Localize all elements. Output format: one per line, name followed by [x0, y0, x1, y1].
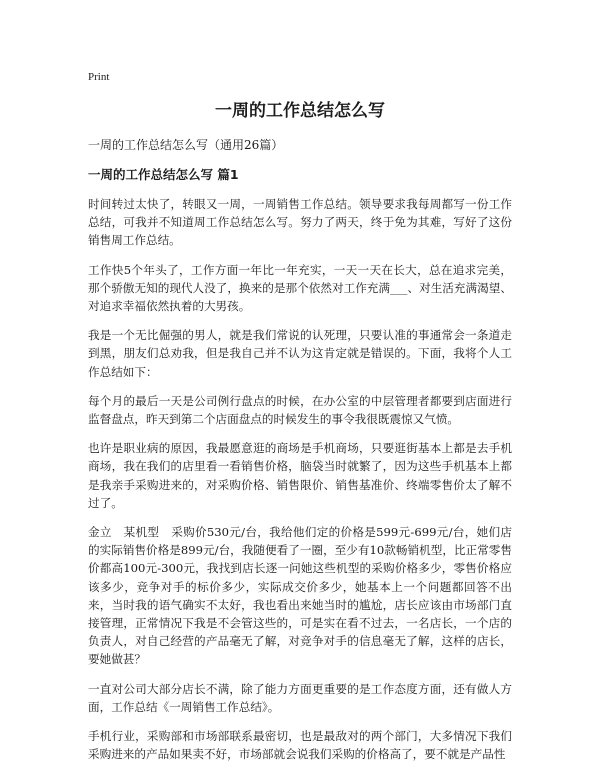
document-subtitle: 一周的工作总结怎么写（通用26篇）	[88, 138, 284, 152]
document-title: 一周的工作总结怎么写	[215, 101, 385, 121]
paragraph-4: 每个月的最后一天是公司例行盘点的时候，在办公室的中层管理者都要到店面进行监督盘点，昨天到第二个店面盘点的时候发生的事令我很既震惊又气愤。	[88, 393, 512, 427]
print-link[interactable]: Print	[88, 71, 110, 83]
paragraph-2: 工作快5个年头了，工作方面一年比一年充实，一天一天在长大，总在追求完美，那个骄傲无知的现代人没了，换来的是那个依然对工作充满___、对生活充满渴望、对追求幸福依然执着的大男孩。	[88, 262, 512, 314]
paragraph-5: 也许是职业病的原因，我最愿意逛的商场是手机商场，只要逛街基本上都是去手机商场，我在我们的店里看一看销售价格，脑袋当时就繁了，因为这些手机基本上都是我亲手采购进来的，对采购价格、销售限价、销售基准价、终端零售价太了解不过了。	[88, 441, 512, 510]
paragraph-1: 时间转过太快了，转眼又一周，一周销售工作总结。领导要求我每周都写一份工作总结，可我并不知道周工作总结怎么写。努力了两天，终于免为其难，写好了这份销售周工作总结。	[88, 197, 512, 248]
section-heading: 一周的工作总结怎么写 篇1	[88, 167, 239, 182]
paragraph-6: 金立 某机型 采购价530元/台，我给他们定的价格是599元-699元/台，她们店的实际销售价格是899元/台，我随便看了一圈，至少有10款畅销机型，比正常零售价都高100元-300元，我找到店长逐一问她这些机型的采购价格多少，零售价格应该多少，竞争对手的标价多少，实际成交价多少，她基本上一个问题都回答不出来，当时我的语气确实不太好，我也看出来她当时的尴尬，店长应该由市场部门直接管理，正常情况下我是不会管这些的，可是实在看不过去，一名店长，一个店的负责人，对自己经营的产品毫无了解，对竞争对手的信息毫无了解，这样的店长，要她做甚？	[88, 525, 512, 667]
paragraph-7: 一直对公司大部分店长不满，除了能力方面更重要的是工作态度方面，还有做人方面，工作总结《一周销售工作总结》。	[88, 681, 512, 714]
paragraph-8: 手机行业，采购部和市场部联系最密切，也是最敌对的两个部门，大多情况下我们采购进来的产品如果卖不好，市场部就会说我们采购的价格高了，要不就是产品性	[88, 729, 512, 762]
paragraph-3: 我是一个无比倔强的男人，就是我们常说的认死理，只要认准的事通常会一条道走到黑，朋友们总劝我，但是我自己并不认为这肯定就是错误的。下面，我将个人工作总结如下：	[88, 328, 512, 379]
